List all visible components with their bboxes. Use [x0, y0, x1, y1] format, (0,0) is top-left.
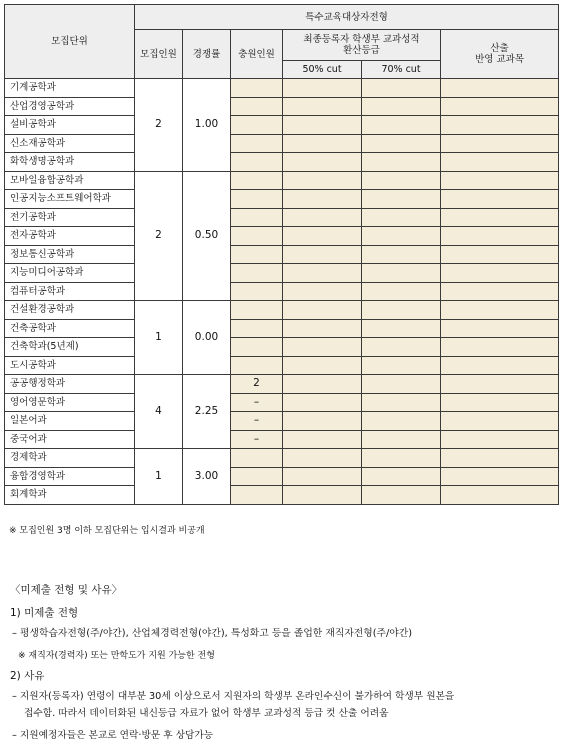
table-row — [5, 79, 559, 98]
cut70-cell — [362, 153, 441, 172]
cut50-cell — [283, 171, 362, 190]
extra-cell — [231, 79, 283, 98]
dept-cell: 건축공학과 — [5, 319, 135, 338]
cut50-cell — [283, 282, 362, 301]
cut70-cell — [362, 375, 441, 394]
cut50-cell — [283, 356, 362, 375]
extra-cell — [231, 227, 283, 246]
table-row — [5, 227, 559, 246]
subjects-cell — [441, 208, 559, 227]
competition-cell: 1.00 — [183, 79, 231, 172]
table-row — [5, 375, 559, 394]
extra-cell: – — [231, 412, 283, 431]
extra-cell — [231, 467, 283, 486]
cut70-cell — [362, 449, 441, 468]
cut70-cell — [362, 301, 441, 320]
dept-cell: 전자공학과 — [5, 227, 135, 246]
dept-cell: 전기공학과 — [5, 208, 135, 227]
cut50-cell — [283, 134, 362, 153]
cut50-cell — [283, 375, 362, 394]
dept-cell: 모바일융합공학과 — [5, 171, 135, 190]
cut50-cell — [283, 449, 362, 468]
extra-cell — [231, 486, 283, 505]
table-row — [5, 356, 559, 375]
section-title: 〈미제출 전형 및 사유〉 — [10, 584, 123, 596]
header-cut70: 70% cut — [362, 61, 441, 79]
cut70-cell — [362, 97, 441, 116]
cut50-cell — [283, 208, 362, 227]
table-row — [5, 97, 559, 116]
header-final-grade — [283, 30, 441, 61]
dept-cell: 산업경영공학과 — [5, 97, 135, 116]
subjects-cell — [441, 412, 559, 431]
table-row — [5, 338, 559, 357]
extra-cell: – — [231, 393, 283, 412]
table-row — [5, 430, 559, 449]
competition-cell: 3.00 — [183, 449, 231, 505]
dept-cell: 신소재공학과 — [5, 134, 135, 153]
cut50-cell — [283, 245, 362, 264]
extra-cell — [231, 97, 283, 116]
footnote: ※ 모집인원 3명 이하 모집단위는 입시결과 비공개 — [9, 526, 205, 536]
cut70-cell — [362, 393, 441, 412]
item1-title: 1) 미제출 전형 — [10, 607, 79, 619]
subjects-cell — [441, 245, 559, 264]
table-row — [5, 153, 559, 172]
cut50-cell — [283, 153, 362, 172]
cut70-cell — [362, 134, 441, 153]
subjects-cell — [441, 301, 559, 320]
cut50-cell — [283, 319, 362, 338]
subjects-cell — [441, 449, 559, 468]
cut50-cell — [283, 412, 362, 431]
header-final-grade-line2: 환산등급 — [343, 45, 380, 56]
cut50-cell — [283, 338, 362, 357]
subjects-cell — [441, 153, 559, 172]
table-row — [5, 393, 559, 412]
extra-cell: 2 — [231, 375, 283, 394]
dept-cell: 기계공학과 — [5, 79, 135, 98]
dept-cell: 경제학과 — [5, 449, 135, 468]
dept-cell: 회계학과 — [5, 486, 135, 505]
cut50-cell — [283, 301, 362, 320]
table-row — [5, 467, 559, 486]
dept-cell: 공공행정학과 — [5, 375, 135, 394]
extra-cell — [231, 264, 283, 283]
cut70-cell — [362, 227, 441, 246]
cut50-cell — [283, 79, 362, 98]
cut50-cell — [283, 467, 362, 486]
extra-cell — [231, 134, 283, 153]
cut70-cell — [362, 356, 441, 375]
subjects-cell — [441, 97, 559, 116]
header-subjects-line2: 반영 교과목 — [475, 54, 524, 65]
cut70-cell — [362, 79, 441, 98]
subjects-cell — [441, 116, 559, 135]
item1-note: ※ 재직자(경력자) 또는 만학도가 지원 가능한 전형 — [18, 651, 215, 661]
item2-bullet-line2: 접수함. 따라서 데이터화된 내신등급 자료가 없어 학생부 교과성적 등급 컷 산출 어려움 — [24, 708, 389, 719]
subjects-cell — [441, 282, 559, 301]
subjects-cell — [441, 264, 559, 283]
subjects-cell — [441, 319, 559, 338]
competition-cell: 0.00 — [183, 301, 231, 375]
dept-cell: 정보통신공학과 — [5, 245, 135, 264]
table-row — [5, 449, 559, 468]
header-unit: 모집단위 — [5, 5, 135, 79]
item2-title: 2) 사유 — [10, 670, 45, 682]
subjects-cell — [441, 171, 559, 190]
cut50-cell — [283, 227, 362, 246]
extra-cell — [231, 356, 283, 375]
item1-bullet: – 평생학습자전형(주/야간), 산업체경력전형(야간), 특성화고 등을 졸업한 재직자전형(주/야간) — [12, 628, 413, 639]
dept-cell: 설비공학과 — [5, 116, 135, 135]
cut70-cell — [362, 245, 441, 264]
subjects-cell — [441, 356, 559, 375]
dept-cell: 융합경영학과 — [5, 467, 135, 486]
dept-cell: 일본어과 — [5, 412, 135, 431]
extra-cell — [231, 245, 283, 264]
dept-cell: 화학생명공학과 — [5, 153, 135, 172]
cut70-cell — [362, 282, 441, 301]
recruit-cell: 1 — [135, 301, 183, 375]
subjects-cell — [441, 430, 559, 449]
extra-cell — [231, 282, 283, 301]
cut70-cell — [362, 467, 441, 486]
dept-cell: 건축학과(5년제) — [5, 338, 135, 357]
competition-cell: 0.50 — [183, 171, 231, 301]
extra-cell — [231, 449, 283, 468]
item2-bullet-line1: – 지원자(등록자) 연령이 대부분 30세 이상으로서 지원자의 학생부 온라인수신이 불가하여 학생부 원본을 — [12, 691, 455, 702]
dept-cell: 컴퓨터공학과 — [5, 282, 135, 301]
recruit-cell: 1 — [135, 449, 183, 505]
cut70-cell — [362, 171, 441, 190]
cut70-cell — [362, 190, 441, 209]
header-extra: 충원인원 — [231, 30, 283, 79]
table-row — [5, 171, 559, 190]
dept-cell: 영어영문학과 — [5, 393, 135, 412]
subjects-cell — [441, 79, 559, 98]
cut70-cell — [362, 116, 441, 135]
admission-results-table — [4, 4, 559, 505]
dept-cell: 지능미디어공학과 — [5, 264, 135, 283]
header-final-grade-line1: 최종등록자 학생부 교과성적 — [303, 34, 420, 45]
extra-cell — [231, 153, 283, 172]
header-group: 특수교육대상자전형 — [135, 5, 559, 30]
table-row — [5, 264, 559, 283]
extra-cell — [231, 208, 283, 227]
header-subjects-line1: 산출 — [490, 43, 509, 54]
recruit-cell: 2 — [135, 171, 183, 301]
table-row — [5, 319, 559, 338]
extra-cell — [231, 338, 283, 357]
subjects-cell — [441, 190, 559, 209]
header-cut50: 50% cut — [283, 61, 362, 79]
cut70-cell — [362, 264, 441, 283]
dept-cell: 중국어과 — [5, 430, 135, 449]
header-competition: 경쟁률 — [183, 30, 231, 79]
cut70-cell — [362, 338, 441, 357]
extra-cell — [231, 171, 283, 190]
table-row — [5, 301, 559, 320]
subjects-cell — [441, 393, 559, 412]
extra-cell — [231, 301, 283, 320]
table-row — [5, 282, 559, 301]
table-row — [5, 116, 559, 135]
competition-cell: 2.25 — [183, 375, 231, 449]
table-row — [5, 245, 559, 264]
extra-cell — [231, 319, 283, 338]
subjects-cell — [441, 338, 559, 357]
dept-cell: 건설환경공학과 — [5, 301, 135, 320]
cut50-cell — [283, 393, 362, 412]
cut50-cell — [283, 264, 362, 283]
subjects-cell — [441, 134, 559, 153]
subjects-cell — [441, 467, 559, 486]
table-row — [5, 208, 559, 227]
table-body — [5, 79, 559, 505]
subjects-cell — [441, 486, 559, 505]
header-subjects — [441, 30, 559, 79]
table-row — [5, 134, 559, 153]
recruit-cell: 4 — [135, 375, 183, 449]
extra-cell: – — [231, 430, 283, 449]
dept-cell: 도시공학과 — [5, 356, 135, 375]
item3-bullet: – 지원예정자들은 본교로 연락·방문 후 상담가능 — [12, 730, 214, 741]
cut70-cell — [362, 412, 441, 431]
recruit-cell: 2 — [135, 79, 183, 172]
cut70-cell — [362, 486, 441, 505]
cut70-cell — [362, 208, 441, 227]
subjects-cell — [441, 375, 559, 394]
table-row — [5, 486, 559, 505]
cut70-cell — [362, 319, 441, 338]
cut50-cell — [283, 116, 362, 135]
subjects-cell — [441, 227, 559, 246]
cut50-cell — [283, 430, 362, 449]
cut50-cell — [283, 97, 362, 116]
table-row — [5, 190, 559, 209]
table-row — [5, 412, 559, 431]
dept-cell: 인공지능소프트웨어학과 — [5, 190, 135, 209]
extra-cell — [231, 116, 283, 135]
header-recruit: 모집인원 — [135, 30, 183, 79]
cut50-cell — [283, 190, 362, 209]
extra-cell — [231, 190, 283, 209]
cut50-cell — [283, 486, 362, 505]
cut70-cell — [362, 430, 441, 449]
